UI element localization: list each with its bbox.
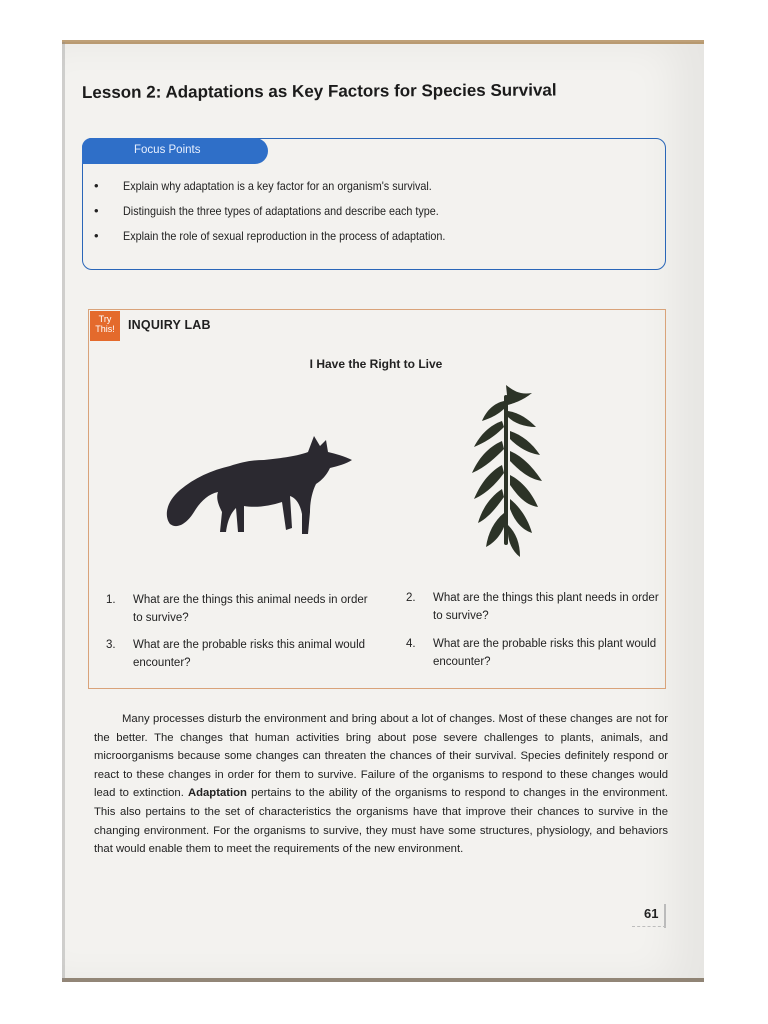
try-this-badge	[90, 311, 120, 341]
focus-point-item	[94, 176, 634, 201]
focus-points-list	[94, 176, 634, 251]
lab-question-number: 2.	[406, 592, 416, 604]
lab-question-text: What are the things this animal needs in order to survive?	[133, 594, 368, 624]
adaptation-term: Adaptation	[187, 787, 247, 800]
focus-point-text: Explain why adaptation is a key factor for an organism's survival.	[123, 179, 432, 193]
lab-question-text: What are the probable risks this plant would encounter?	[433, 638, 657, 668]
page-top-edge	[62, 40, 704, 44]
inquiry-lab-subtitle-row	[0, 357, 768, 371]
bullet-icon: •	[94, 203, 99, 218]
bullet-icon: •	[94, 178, 99, 193]
lab-question-number: 4.	[406, 638, 416, 650]
inquiry-lab-heading: INQUIRY LAB	[128, 318, 211, 332]
page-number-rule	[664, 904, 666, 928]
lab-question-number: 1.	[106, 594, 116, 606]
focus-point-item	[94, 226, 634, 251]
focus-point-text: Explain the role of sexual reproduction in the process of adaptation.	[123, 229, 446, 243]
lab-question-number: 3.	[106, 639, 116, 651]
inquiry-lab-subtitle: I Have the Right to Live	[309, 357, 443, 371]
page-bottom-edge	[62, 978, 704, 982]
focus-point-item	[94, 201, 634, 226]
page-number: 61	[644, 906, 659, 921]
focus-points-label	[82, 138, 268, 164]
page-number-underline	[632, 926, 666, 927]
focus-points-label-text: Focus Points	[134, 144, 201, 156]
body-text-part2: pertains to the ability of the organisms to respond to changes in the environment. This also pertains to the set of characteristics the organisms have that improve their chances to survive in the changing environment. For the organisms to survive, they must have some structures, physiology, and behaviors that would enable them to meet the requirements of the new environment.	[94, 787, 669, 856]
lesson-title: Lesson 2: Adaptations as Key Factors for Species Survival	[81, 80, 557, 102]
try-this-badge-line1: Try	[98, 314, 112, 324]
lab-question-text: What are the probable risks this animal would encounter?	[133, 639, 366, 669]
body-text-part1: Many processes disturb the environment and bring about a lot of changes. Most of these changes are not for the better. The changes that human activities bring about pose severe challenges to plants, animals, and microorganisms because some changes can threaten the chances of their survival. Species definitely respond or react to these changes in order for them to survive. Failure of the organisms to respond to these changes would lead to extinction.	[94, 713, 668, 800]
leafy-plant-icon	[456, 381, 556, 561]
lab-question-text: What are the things this plant needs in order to survive?	[433, 592, 659, 622]
page-left-edge	[62, 42, 65, 980]
fox-silhouette-icon	[160, 432, 360, 544]
focus-point-text: Distinguish the three types of adaptations and describe each type.	[123, 204, 439, 218]
body-paragraph	[94, 710, 668, 859]
bullet-icon: •	[94, 228, 99, 243]
try-this-badge-line2: This!	[95, 324, 115, 334]
